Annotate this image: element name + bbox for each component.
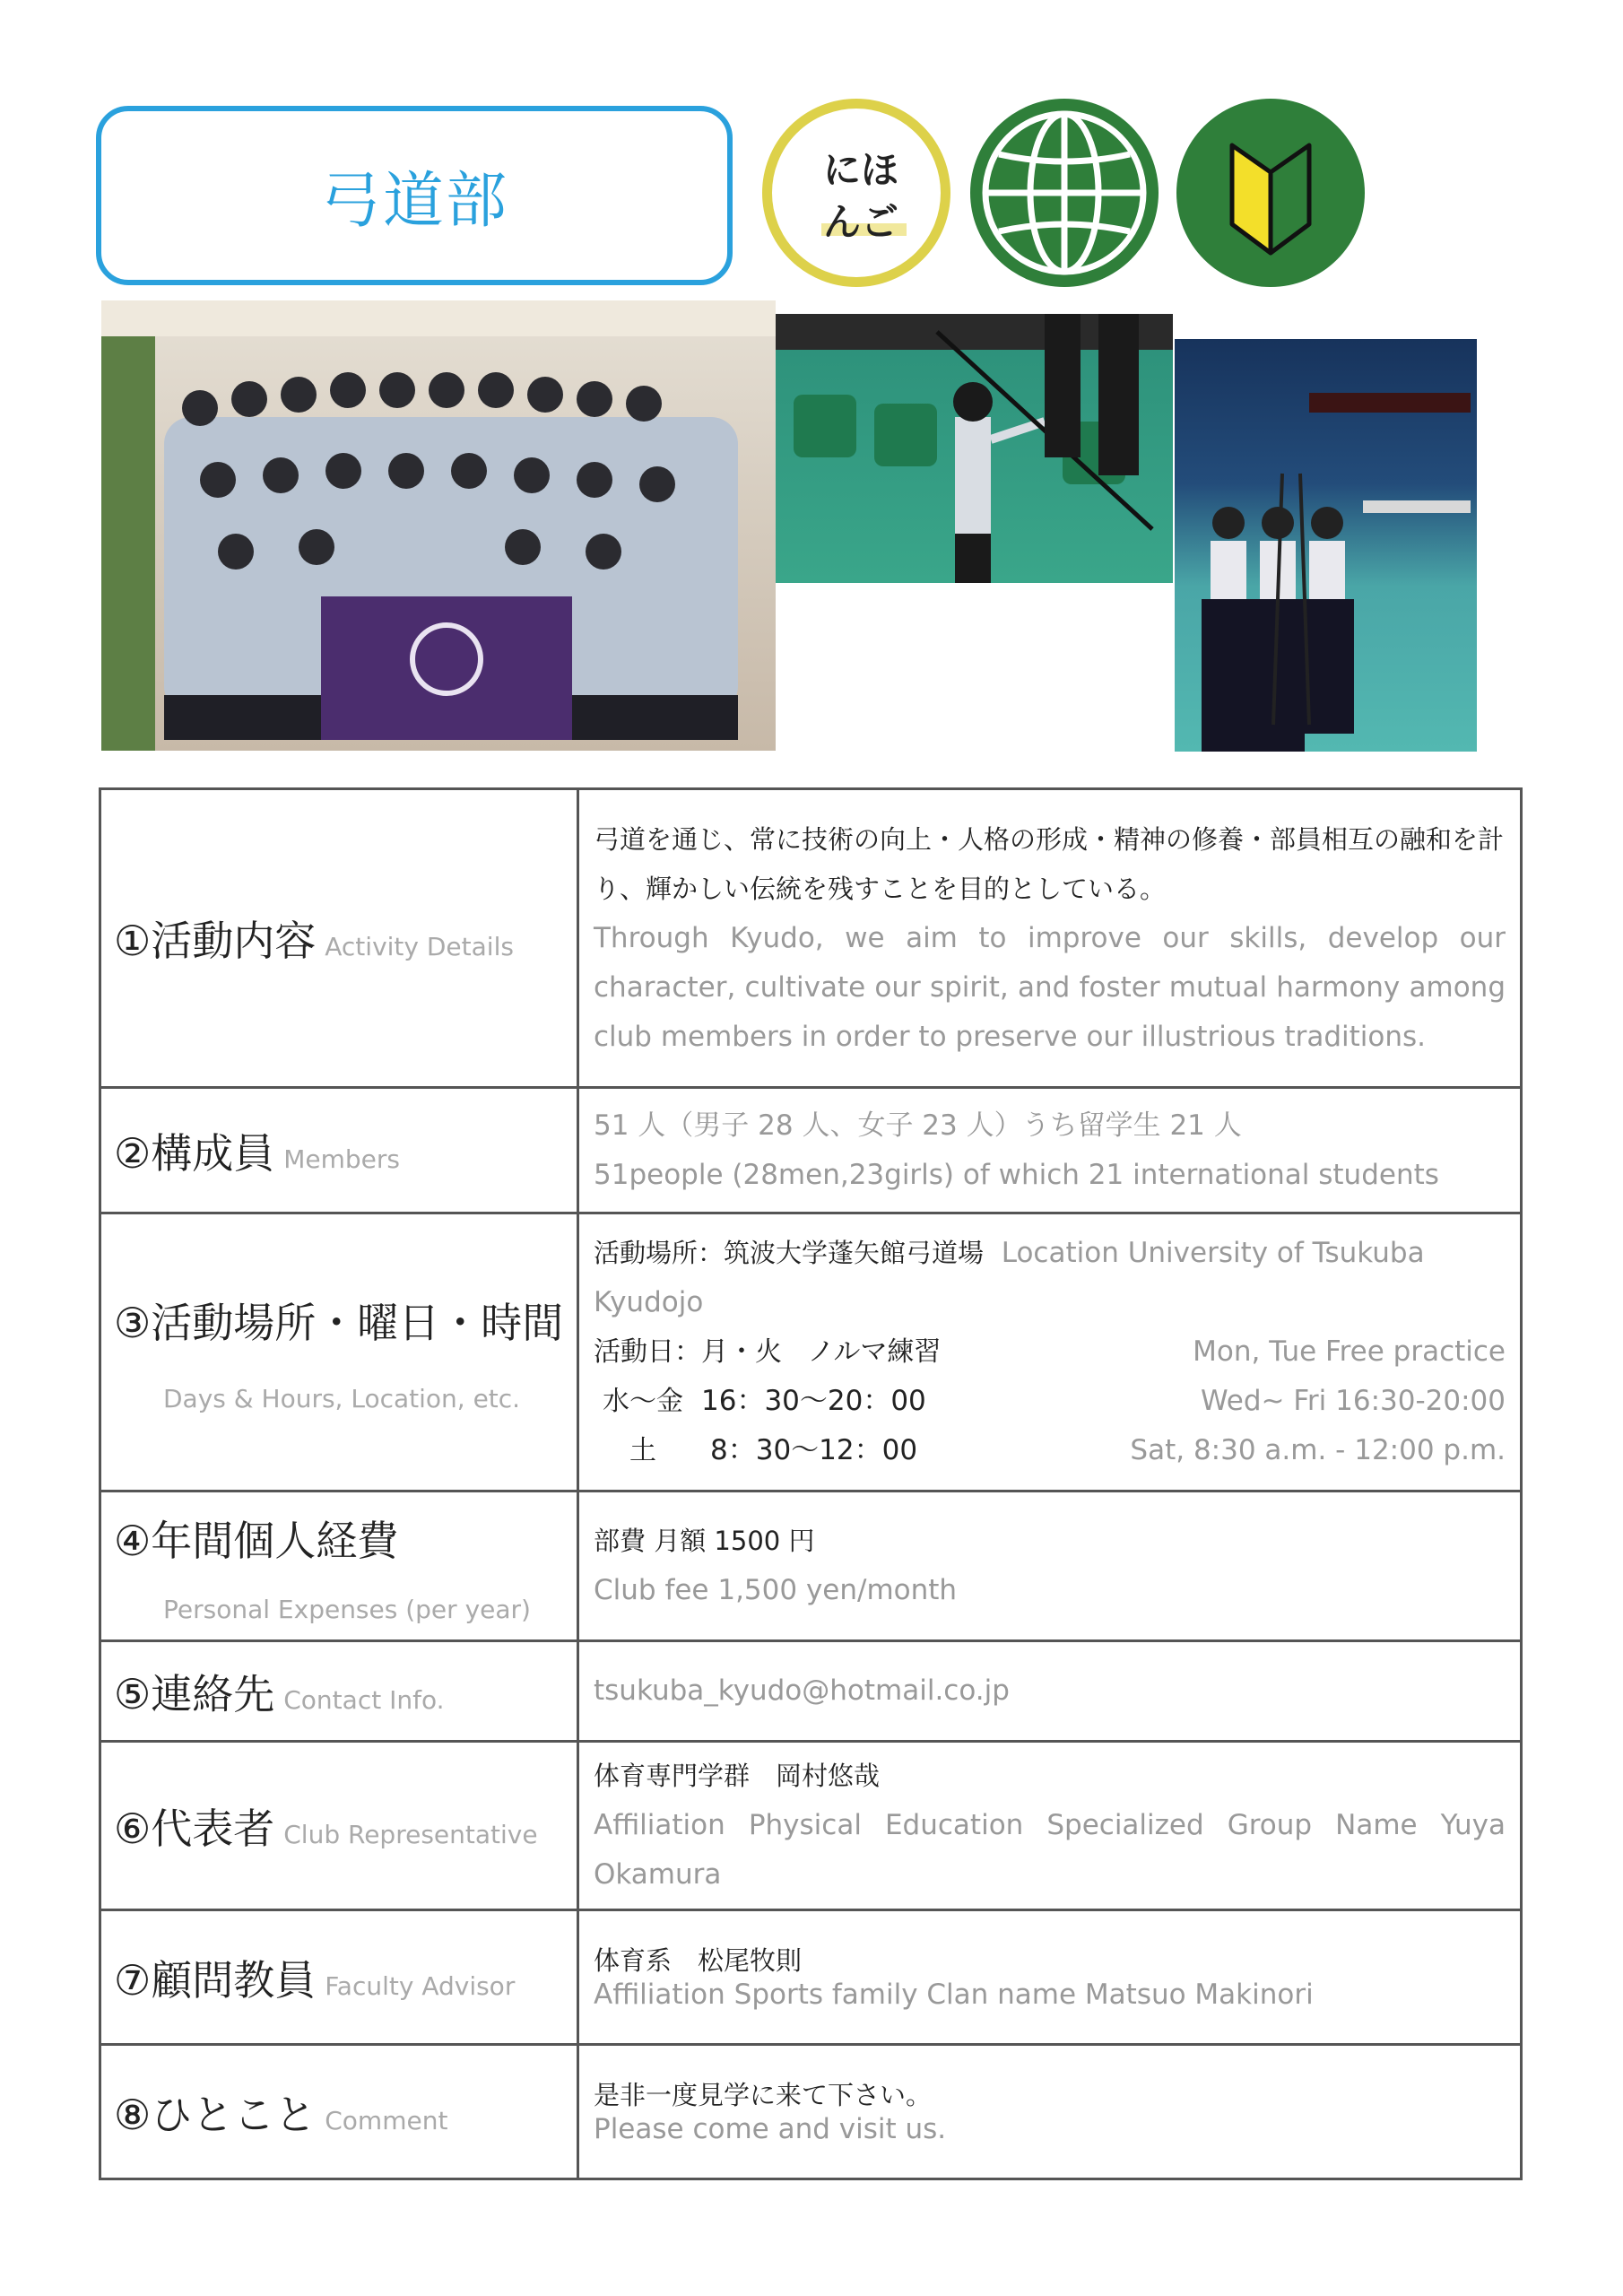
schedule-en-1: Wed~ Fri 16:30-20:00 xyxy=(1200,1385,1506,1417)
value-cell-members xyxy=(578,1088,1522,1213)
beginner-mark-icon xyxy=(1176,99,1365,287)
label-cell-members xyxy=(100,1088,578,1213)
hall-photo xyxy=(1175,339,1477,752)
club-title-box xyxy=(96,106,733,285)
location-en: Location University of Tsukuba Kyudojo xyxy=(594,1237,1425,1318)
label-advisor-jp: ⑦顧問教員 xyxy=(114,1955,317,2005)
group-photo xyxy=(101,300,776,751)
row-expenses xyxy=(100,1492,1522,1641)
value-cell-representative xyxy=(578,1742,1522,1910)
nihongo-line-1: にほ xyxy=(822,148,898,192)
label-advisor-en: Faculty Advisor xyxy=(325,1970,516,2001)
row-members xyxy=(100,1088,1522,1213)
label-representative-jp: ⑥代表者 xyxy=(114,1804,275,1853)
label-cell-activity xyxy=(100,789,578,1088)
label-location-jp: ③活動場所・曜日・時間 xyxy=(114,1299,564,1347)
schedule-time-1: 16：30～20：00 xyxy=(701,1385,926,1417)
row-contact xyxy=(100,1641,1522,1742)
value-cell-expenses xyxy=(578,1492,1522,1641)
days-label: 活動日：月・火 xyxy=(594,1336,782,1368)
row-representative xyxy=(100,1742,1522,1910)
row-location xyxy=(100,1213,1522,1492)
label-location-en: Days & Hours, Location, etc. xyxy=(163,1384,521,1413)
label-activity-jp: ①活動内容 xyxy=(114,917,317,965)
members-en: 51people (28men,23girls) of which 21 international students xyxy=(594,1158,1439,1191)
value-cell-activity xyxy=(578,789,1522,1088)
row-activity xyxy=(100,789,1522,1088)
label-representative-en: Club Representative xyxy=(283,1819,538,1849)
label-contact-jp: ⑤連絡先 xyxy=(114,1669,275,1718)
schedule-day-1: 水～金 xyxy=(603,1386,683,1417)
nihongo-badge-text xyxy=(812,144,910,248)
label-cell-advisor xyxy=(100,1910,578,2045)
row-advisor xyxy=(100,1910,1522,2045)
label-cell-comment xyxy=(100,2045,578,2179)
value-cell-location xyxy=(578,1213,1522,1492)
label-expenses-en: Personal Expenses (per year) xyxy=(163,1594,531,1624)
advisor-en: Affiliation Sports family Clan name Matsuo Makinori xyxy=(594,1978,1314,2011)
label-cell-representative xyxy=(100,1742,578,1910)
contact-email: tsukuba_kyudo@hotmail.co.jp xyxy=(594,1674,1010,1707)
label-comment-jp: ⑧ひとこと xyxy=(114,2090,317,2139)
label-cell-contact xyxy=(100,1641,578,1742)
activity-en: Through Kyudo, we aim to improve our skills, develop our character, cultivate our spirit, and foster mutual harmony among club members in order to preserve our illustrious traditions. xyxy=(594,921,1506,1053)
value-cell-comment xyxy=(578,2045,1522,2179)
schedule-en-0: Mon, Tue Free practice xyxy=(1193,1335,1506,1368)
nihongo-badge xyxy=(762,99,950,287)
archer-photo xyxy=(776,314,1173,583)
label-members-en: Members xyxy=(283,1144,401,1174)
comment-en: Please come and visit us. xyxy=(594,2112,947,2145)
schedule-grid xyxy=(594,1327,1506,1475)
club-info-table xyxy=(99,787,1523,2180)
row-comment xyxy=(100,2045,1522,2179)
activity-jp: 弓道を通じ、常に技術の向上・人格の形成・精神の修養・部員相互の融和を計り、輝かしい伝統を残すことを目的としている。 xyxy=(594,823,1505,904)
label-activity-en: Activity Details xyxy=(325,932,514,961)
globe-icon xyxy=(970,99,1159,287)
club-title: 弓道部 xyxy=(319,165,508,237)
label-expenses-jp: ④年間個人経費 xyxy=(114,1516,399,1565)
beginner-badge xyxy=(1176,99,1365,287)
schedule-day-2: 土 xyxy=(629,1435,656,1466)
comment-jp: 是非一度見学に来て下さい。 xyxy=(594,2079,933,2110)
value-cell-contact xyxy=(578,1641,1522,1742)
globe-badge xyxy=(970,99,1159,287)
expenses-jp: 部費 月額 1500 円 xyxy=(594,1526,815,1556)
nihongo-line-2: んご xyxy=(822,200,898,244)
label-comment-en: Comment xyxy=(325,2105,448,2135)
expenses-en: Club fee 1,500 yen/month xyxy=(594,1574,958,1606)
label-cell-expenses xyxy=(100,1492,578,1641)
label-cell-location xyxy=(100,1213,578,1492)
value-cell-advisor xyxy=(578,1910,1522,2045)
label-members-jp: ②構成員 xyxy=(114,1128,275,1178)
label-contact-en: Contact Info. xyxy=(283,1684,445,1715)
schedule-en-2: Sat, 8:30 a.m. - 12:00 p.m. xyxy=(1130,1434,1506,1466)
representative-jp: 体育専門学群 岡村悠哉 xyxy=(594,1761,881,1791)
schedule-time-2: 8：30～12：00 xyxy=(710,1434,918,1466)
free-practice-jp: ノルマ練習 xyxy=(807,1336,942,1368)
location-jp: 活動場所：筑波大学蓬矢館弓道場 xyxy=(594,1238,985,1268)
representative-en: Affiliation Physical Education Specialized Group Name Yuya Okamura xyxy=(594,1809,1506,1891)
members-jp: 51 人（男子 28 人、女子 23 人）うち留学生 21 人 xyxy=(594,1109,1242,1142)
advisor-jp: 体育系 松尾牧則 xyxy=(594,1944,803,1976)
